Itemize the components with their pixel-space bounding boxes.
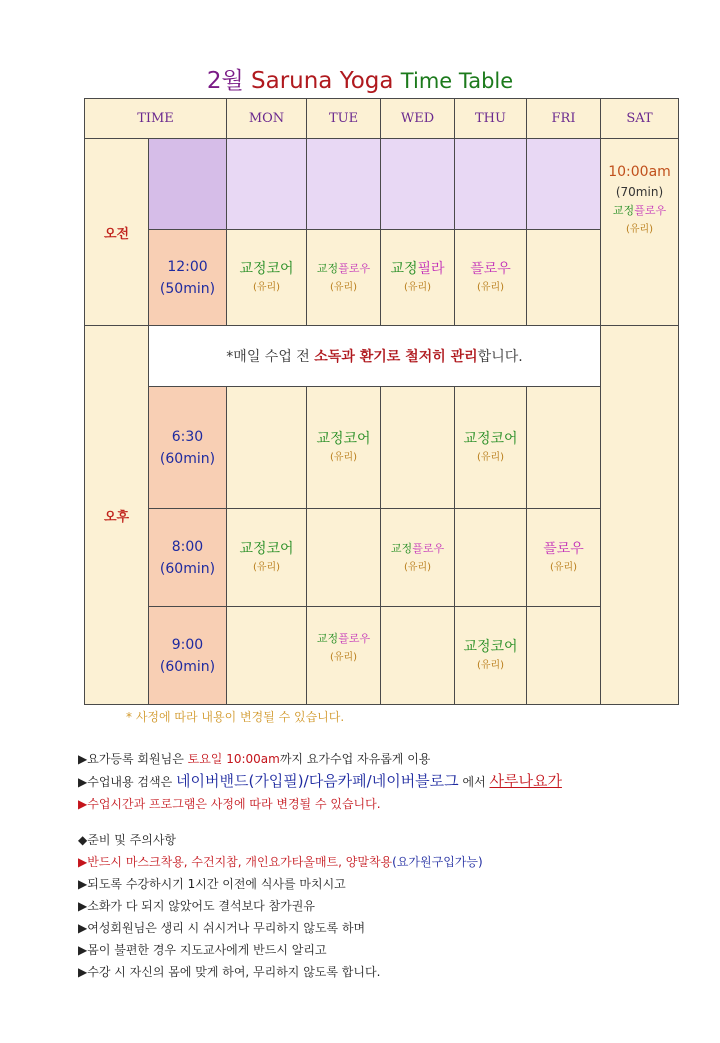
sat-duration: (70min) (615, 185, 664, 199)
header-tue: TUE (307, 99, 381, 139)
period-am: 오전 (85, 139, 149, 326)
empty-cell (227, 387, 307, 509)
empty-cell (227, 607, 307, 705)
room-label: (유리) (252, 561, 281, 573)
class-prefix: 교정 (390, 260, 418, 277)
empty-cell (455, 509, 527, 607)
time-1200: 12:00 (167, 258, 208, 275)
empty-cell (381, 139, 455, 230)
saturday-class (601, 139, 679, 326)
class-suffix: 플로우 (412, 541, 445, 555)
period-pm: 오후 (85, 326, 149, 705)
duration-800: (60min) (159, 560, 216, 577)
prep-line-4: ▶여성회원님은 생리 시 쉬시거나 무리하지 않도록 하며 (78, 921, 366, 935)
empty-cell (527, 230, 601, 326)
duration-1200: (50min) (159, 280, 216, 297)
sat-time: 10:00am (608, 164, 671, 180)
info-line-1: ▶요가등록 회원님은 토요일 10:00am까지 요가수업 자유롭게 이용 (78, 752, 431, 766)
class-prefix: 교정 (316, 632, 339, 645)
class-suffix: 플로우 (338, 632, 371, 645)
time-800: 8:00 (171, 538, 204, 555)
class-core: 교정코어 (239, 260, 294, 277)
class-suffix: 플로우 (634, 204, 667, 217)
title-name: Saruna Yoga (251, 68, 394, 94)
time-900: 9:00 (171, 636, 204, 653)
empty-cell (601, 326, 679, 705)
empty-cell (381, 607, 455, 705)
empty-cell (527, 139, 601, 230)
class-core: 교정코어 (239, 540, 294, 557)
prep-line-6: ▶수강 시 자신의 몸에 맞게 하여, 무리하지 않도록 합니다. (78, 965, 381, 979)
header-thu: THU (455, 99, 527, 139)
header-time: TIME (85, 99, 227, 139)
prep-heading: ◆준비 및 주의사항 (78, 833, 177, 847)
prep-line-2: ▶되도록 수강하시기 1시간 이전에 식사를 마치시고 (78, 877, 346, 891)
empty-cell (307, 139, 381, 230)
hygiene-notice: *매일 수업 전 소독과 환기로 철저히 관리합니다. (149, 326, 601, 387)
info-line-2: ▶수업내용 검색은 네이버밴드(가입필)/다음카페/네이버블로그 에서 사루나요가 (78, 772, 562, 790)
header-mon: MON (227, 99, 307, 139)
empty-cell (455, 139, 527, 230)
class-core: 교정코어 (463, 638, 518, 655)
empty-cell (227, 139, 307, 230)
prep-line-3: ▶소화가 다 되지 않았어도 결석보다 참가권유 (78, 899, 315, 913)
header-sat: SAT (601, 99, 679, 139)
room-label: (유리) (625, 224, 654, 235)
duration-900: (60min) (159, 658, 216, 675)
empty-cell (149, 139, 227, 230)
room-label: (유리) (476, 281, 505, 293)
class-suffix: 플로우 (338, 261, 371, 275)
info-section (78, 748, 718, 983)
room-label: (유리) (329, 451, 358, 463)
page-title (0, 64, 720, 98)
duration-630: (60min) (159, 450, 216, 467)
header-wed: WED (381, 99, 455, 139)
empty-cell (527, 607, 601, 705)
title-tail: Time Table (400, 69, 514, 93)
room-label: (유리) (329, 281, 358, 293)
class-flow: 플로우 (470, 260, 511, 277)
class-suffix: 필라 (417, 260, 445, 277)
header-fri: FRI (527, 99, 601, 139)
prep-line-1: ▶반드시 마스크착용, 수건지참, 개인요가타올매트, 양말착용(요가원구입가능) (78, 855, 483, 869)
room-label: (유리) (403, 561, 432, 573)
class-flow: 플로우 (543, 540, 584, 557)
room-label: (유리) (329, 652, 358, 663)
room-label: (유리) (403, 281, 432, 293)
empty-cell (527, 387, 601, 509)
class-prefix: 교정 (390, 541, 413, 555)
room-label: (유리) (476, 451, 505, 463)
title-month: 2월 (206, 68, 244, 94)
class-prefix: 교정 (612, 204, 635, 217)
time-630: 6:30 (171, 428, 204, 445)
info-line-3: ▶수업시간과 프로그램은 사정에 따라 변경될 수 있습니다. (78, 797, 381, 811)
timetable (84, 98, 679, 705)
room-label: (유리) (252, 281, 281, 293)
class-prefix: 교정 (316, 261, 339, 275)
room-label: (유리) (476, 659, 505, 671)
class-core: 교정코어 (316, 430, 371, 447)
empty-cell (381, 387, 455, 509)
class-core: 교정코어 (463, 430, 518, 447)
room-label: (유리) (549, 561, 578, 573)
prep-line-5: ▶몸이 불편한 경우 지도교사에게 반드시 알리고 (78, 943, 327, 957)
change-note: * 사정에 따라 내용이 변경될 수 있습니다. (126, 710, 345, 724)
empty-cell (307, 509, 381, 607)
